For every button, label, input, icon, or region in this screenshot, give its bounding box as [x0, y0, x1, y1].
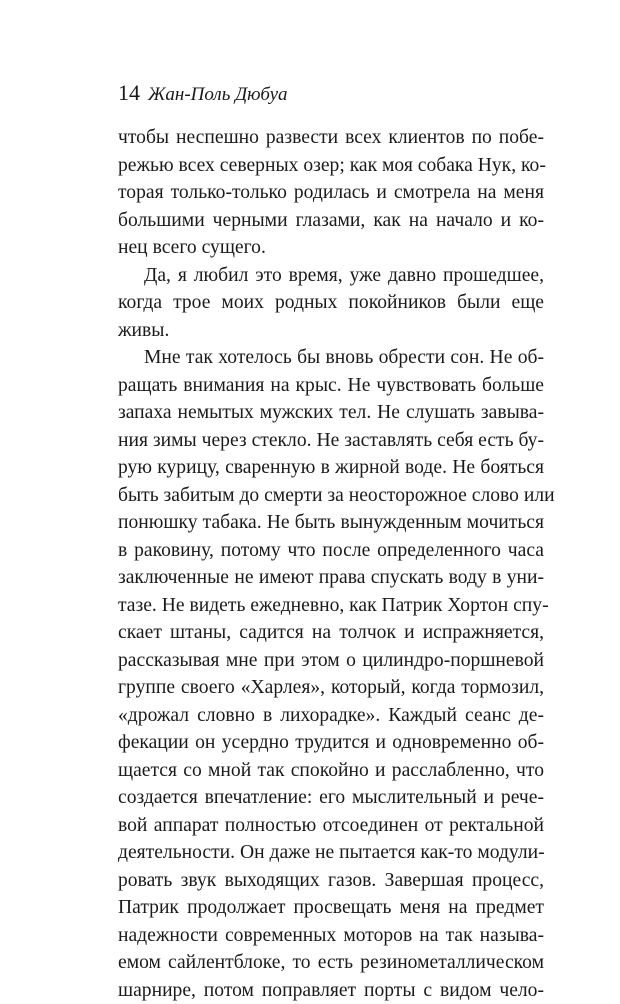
paragraph — [118, 124, 544, 262]
text-line: режью всех северных озер; как моя собака Нук, ко- — [118, 152, 544, 180]
text-line: скает штаны, садится на толчок и испражняется, — [118, 619, 544, 647]
paragraph — [118, 344, 544, 1004]
text-line: надежности современных моторов на так называ- — [118, 922, 544, 950]
text-line: ровать звук выходящих газов. Завершая процесс, — [118, 867, 544, 895]
text-line: живы. — [118, 317, 544, 345]
book-page — [118, 78, 544, 1004]
running-head — [118, 78, 544, 110]
text-line: заключенные не имеют права спускать воду в уни- — [118, 564, 544, 592]
text-line: понюшку табака. Не быть вынужденным мочиться — [118, 509, 544, 537]
text-line: рассказывая мне при этом о цилиндро-поршневой — [118, 647, 544, 675]
text-line: Патрик продолжает просвещать меня на предмет — [118, 894, 544, 922]
text-line: торая только-только родилась и смотрела на меня — [118, 179, 544, 207]
text-line: деятельности. Он даже не пытается как-то модули- — [118, 839, 544, 867]
paragraph — [118, 262, 544, 345]
text-line: Мне так хотелось бы вновь обрести сон. Не об- — [118, 344, 544, 372]
body-text — [118, 124, 544, 1004]
text-line: тазе. Не видеть ежедневно, как Патрик Хортон спу- — [118, 592, 544, 620]
text-line: ния зимы через стекло. Не заставлять себя есть бу- — [118, 427, 544, 455]
text-line: щается со мной так спокойно и расслабленно, что — [118, 757, 544, 785]
text-line: рую курицу, сваренную в жирной воде. Не бояться — [118, 454, 544, 482]
text-line: когда трое моих родных покойников были еще — [118, 289, 544, 317]
text-line: большими черными глазами, как на начало и ко- — [118, 207, 544, 235]
text-line: ращать внимания на крыс. Не чувствовать больше — [118, 372, 544, 400]
author-name: Жан-Поль Дюбуа — [148, 84, 288, 105]
text-line: чтобы неспешно развести всех клиентов по побе- — [118, 124, 544, 152]
text-line: «дрожал словно в лихорадке». Каждый сеанс де- — [118, 702, 544, 730]
text-line: запаха немытых мужских тел. Не слушать завыва- — [118, 399, 544, 427]
text-line: Да, я любил это время, уже давно прошедшее, — [118, 262, 544, 290]
text-line: в раковину, потому что после определенного часа — [118, 537, 544, 565]
text-line: фекации он усердно трудится и одновременно об- — [118, 729, 544, 757]
text-line: нец всего сущего. — [118, 234, 544, 262]
text-line: вой аппарат полностью отсоединен от ректальной — [118, 812, 544, 840]
text-line: быть забитым до смерти за неосторожное слово или — [118, 482, 544, 510]
text-line: создается впечатление: его мыслительный и рече- — [118, 784, 544, 812]
page-number: 14 — [118, 80, 140, 105]
text-line: емом сайлентблоке, то есть резинометаллическом — [118, 949, 544, 977]
text-line: шарнире, потом поправляет порты с видом чело- — [118, 977, 544, 1004]
text-line: группе своего «Харлея», который, когда тормозил, — [118, 674, 544, 702]
